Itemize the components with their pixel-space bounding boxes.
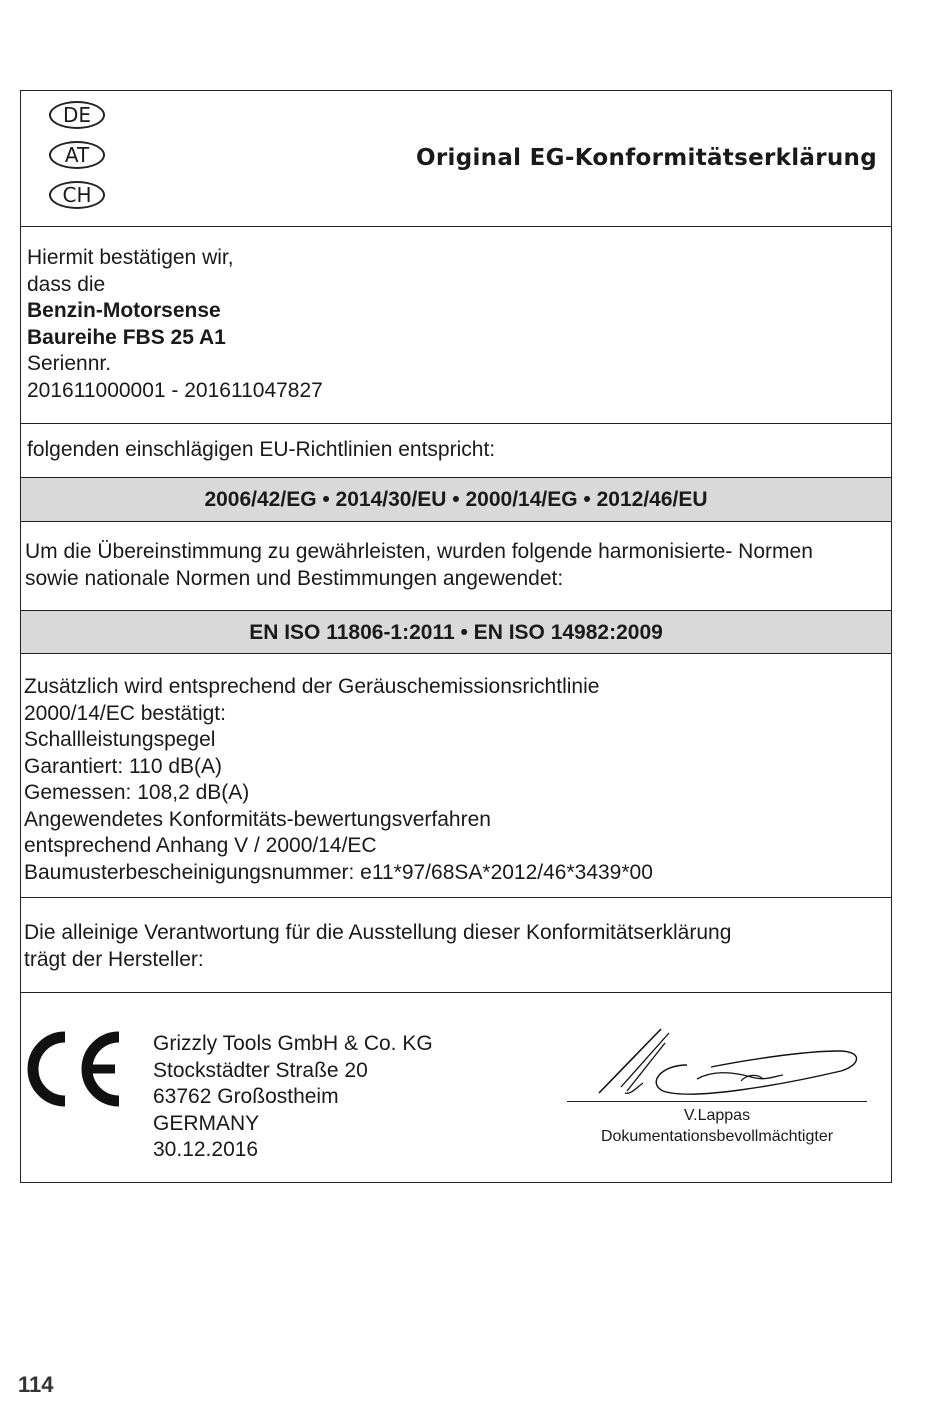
serial-range: 201611000001 - 201611047827 [27, 378, 323, 402]
norms-band [21, 611, 891, 653]
noise-line: Gemessen: 108,2 dB(A) [24, 781, 250, 804]
signature-image [591, 1021, 871, 1111]
product-section [21, 227, 891, 423]
header-section [21, 91, 891, 227]
intro-line-1: Hiermit bestätigen wir, [27, 246, 234, 269]
norms-lead-line-2: sowie nationale Normen und Bestimmungen angewendet: [25, 566, 564, 590]
manufacturer-section [21, 993, 891, 1183]
noise-line: Garantiert: 110 dB(A) [24, 754, 223, 778]
manufacturer-country: GERMANY [153, 1111, 260, 1135]
serial-label: Seriennr. [27, 352, 112, 375]
ce-mark-icon [25, 1029, 125, 1109]
country-badge-de: DE [49, 101, 105, 129]
signatory-name: V.Lappas [683, 1107, 751, 1124]
signatory-role: Dokumentationsbevollmächtigter [600, 1128, 834, 1145]
norms-lead-line-1: Um die Übereinstimmung zu gewährleisten, wurden folgende harmonisierte- Normen [25, 540, 813, 563]
directives-lead: folgenden einschlägigen EU-Richtlinien entspricht: [27, 438, 496, 461]
responsibility-line-2: trägt der Hersteller: [24, 947, 204, 971]
noise-line: entsprechend Anhang V / 2000/14/EC [24, 834, 377, 857]
product-name: Benzin-Motorsense [27, 299, 221, 322]
norms-lead-section [21, 522, 891, 610]
noise-section [21, 654, 891, 897]
noise-line: Zusätzlich wird entsprechend der Geräuschemissionsrichtlinie [24, 675, 600, 698]
noise-line: Baumusterbescheinigungsnummer: e11*97/68SA*2012/46*3439*00 [24, 860, 653, 884]
noise-line: Angewendetes Konformitäts-bewertungsverfahren [24, 807, 491, 831]
page-title: Original EG-Konformitätserklärung [416, 145, 877, 171]
norms-list: EN ISO 11806-1:2011 • EN ISO 14982:2009 [249, 621, 663, 644]
declaration-frame [20, 90, 892, 1183]
manufacturer-city: 63762 Großostheim [153, 1085, 339, 1108]
intro-line-2: dass die [27, 272, 106, 296]
directives-lead-section [21, 424, 891, 477]
manufacturer-name: Grizzly Tools GmbH & Co. KG [153, 1032, 433, 1055]
declaration-date: 30.12.2016 [153, 1138, 259, 1161]
responsibility-line-1: Die alleinige Verantwortung für die Ausstellung dieser Konformitätserklärung [24, 921, 732, 944]
country-badge-at: AT [49, 141, 105, 169]
product-series: Baureihe FBS 25 A1 [27, 325, 226, 349]
directives-band [21, 478, 891, 521]
manufacturer-street: Stockstädter Straße 20 [153, 1058, 368, 1082]
responsibility-section [21, 898, 891, 992]
page-number: 114 [18, 1372, 54, 1397]
directives-list: 2006/42/EG • 2014/30/EU • 2000/14/EG • 2012/46/EU [204, 488, 708, 511]
country-badge-ch: CH [49, 181, 105, 209]
noise-line: Schallleistungspegel [24, 728, 216, 751]
noise-line: 2000/14/EC bestätigt: [24, 701, 226, 725]
signature-line [567, 1101, 867, 1102]
